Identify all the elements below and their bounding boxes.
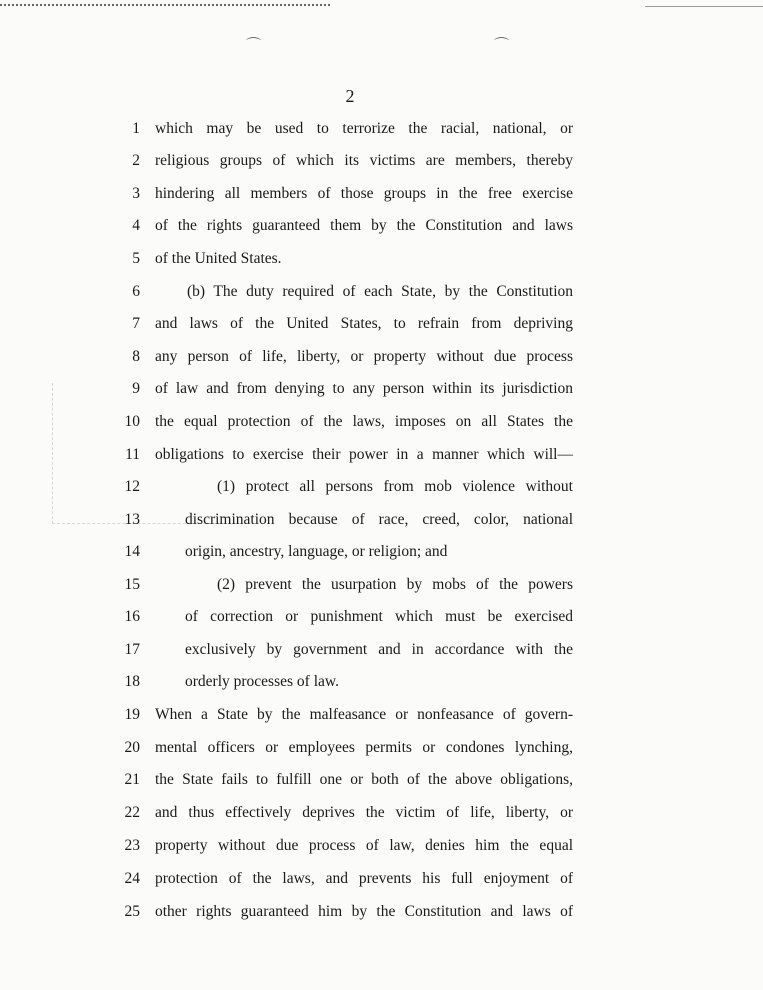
registration-mark-left: ⌒ bbox=[246, 38, 262, 54]
top-border-rule bbox=[645, 6, 763, 7]
page-number: 2 bbox=[345, 86, 355, 106]
top-border-dotted bbox=[0, 4, 330, 6]
registration-mark-right: ⌒ bbox=[494, 38, 510, 54]
